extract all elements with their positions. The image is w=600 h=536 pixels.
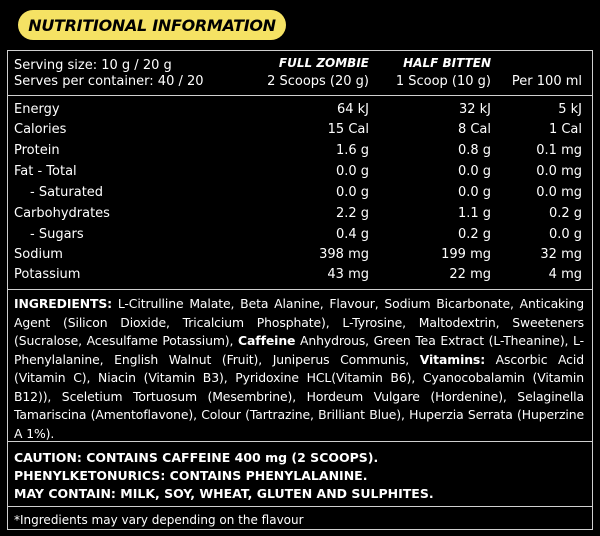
nutrient-value-full: 15 Cal bbox=[327, 122, 369, 137]
nutrient-value-full: 43 mg bbox=[327, 267, 369, 282]
nutrient-value-half: 199 mg bbox=[441, 247, 491, 262]
nutrient-label: Protein bbox=[14, 143, 60, 158]
nutrient-label: Carbohydrates bbox=[14, 206, 110, 221]
nutrient-row-protein bbox=[8, 142, 592, 160]
caution-caffeine: CAUTION: CONTAINS CAFFEINE 400 mg (2 SCOOPS). bbox=[14, 450, 379, 465]
nutrient-value-full: 0.0 g bbox=[335, 164, 369, 179]
nutrient-row-carbohydrates bbox=[8, 205, 592, 223]
nutrient-value-half: 0.0 g bbox=[457, 185, 491, 200]
nutrient-row-fat-total bbox=[8, 163, 592, 181]
nutrient-value-full: 64 kJ bbox=[336, 102, 369, 117]
allergen-warning: MAY CONTAIN: MILK, SOY, WHEAT, GLUTEN AND SULPHITES. bbox=[14, 486, 434, 501]
nutrient-value-half: 8 Cal bbox=[457, 122, 491, 137]
ingredients-heading: INGREDIENTS: bbox=[14, 296, 113, 311]
divider bbox=[8, 441, 592, 442]
nutrient-label: - Sugars bbox=[30, 227, 84, 242]
ingredients-part: Anhydrous, Green Tea Extract (L-Theanine), L-Phenylalanine, English Walnut (Fruit), Juniperus Communis, bbox=[14, 333, 584, 367]
nutrient-label: Potassium bbox=[14, 267, 81, 282]
nutrient-label: Fat - Total bbox=[14, 164, 77, 179]
nutrient-value-full: 2.2 g bbox=[335, 206, 369, 221]
column-full-zombie-title: FULL ZOMBIE bbox=[278, 56, 369, 70]
divider bbox=[8, 506, 592, 507]
nutrient-value-100ml: 4 mg bbox=[548, 267, 582, 282]
nutrient-value-100ml: 5 kJ bbox=[558, 102, 582, 117]
nutrient-value-100ml: 0.2 g bbox=[548, 206, 582, 221]
nutrient-value-100ml: 0.1 mg bbox=[536, 143, 582, 158]
section-title: NUTRITIONAL INFORMATION bbox=[18, 10, 286, 40]
nutrient-value-100ml: 0.0 mg bbox=[536, 164, 582, 179]
nutrient-label: - Saturated bbox=[30, 185, 104, 200]
nutrient-value-half: 1.1 g bbox=[457, 206, 491, 221]
phenylketonurics-warning: PHENYLKETONURICS: CONTAINS PHENYLALANINE. bbox=[14, 468, 368, 483]
nutrient-value-full: 0.0 g bbox=[335, 185, 369, 200]
nutrient-value-100ml: 0.0 mg bbox=[536, 185, 582, 200]
nutrient-value-100ml: 32 mg bbox=[540, 247, 582, 262]
caffeine-label: Caffeine bbox=[238, 333, 296, 348]
nutrient-value-half: 0.2 g bbox=[457, 227, 491, 242]
nutrient-row-saturated bbox=[8, 184, 592, 202]
nutrient-value-full: 1.6 g bbox=[335, 143, 369, 158]
nutrient-value-half: 0.0 g bbox=[457, 164, 491, 179]
ingredients-part: Ascorbic Acid (Vitamin C), Niacin (Vitamin B3), Pyridoxine HCL(Vitamin B6), Cyanocobalamin (Vitamin B12)), Sceletium Tortuosum (Mesembrine), Hordeum Vulgare (Hordenine), Selaginella Tamariscina (Amentoflavone), Colour (Tartrazine, Brilliant Blue), Huperzia Serrata (Huperzine A 1%). bbox=[14, 351, 584, 441]
nutrient-value-half: 0.8 g bbox=[457, 143, 491, 158]
nutrient-row-potassium bbox=[8, 266, 592, 284]
nutrient-row-sugars bbox=[8, 226, 592, 244]
nutrient-label: Calories bbox=[14, 122, 67, 137]
vitamins-label: Vitamins: bbox=[419, 351, 486, 367]
nutrient-value-100ml: 1 Cal bbox=[548, 122, 582, 137]
nutrient-value-full: 398 mg bbox=[319, 247, 369, 262]
divider bbox=[8, 95, 592, 96]
column-per-100ml-unit: Per 100 ml bbox=[511, 74, 582, 89]
nutrient-value-half: 32 kJ bbox=[458, 102, 491, 117]
nutrient-value-100ml: 0.0 g bbox=[548, 227, 582, 242]
nutrition-panel bbox=[7, 50, 593, 530]
servings-per-container: Serves per container: 40 / 20 bbox=[14, 74, 204, 89]
ingredients-part: L-Citrulline Malate, Beta Alanine, Flavour, Sodium Bicarbonate, Anticaking Agent (Silicon Dioxide, Tricalcium Phosphate), L-Tyrosine, Maltodextrin, Sweeteners (Sucralose, Acesulfame Potassium), bbox=[14, 296, 584, 348]
column-half-bitten-title: HALF BITTEN bbox=[403, 56, 491, 70]
ingredients-text bbox=[14, 295, 584, 443]
nutrient-label: Sodium bbox=[14, 247, 63, 262]
nutrient-row-sodium bbox=[8, 246, 592, 264]
column-units-row bbox=[8, 73, 592, 91]
column-half-bitten-unit: 1 Scoop (10 g) bbox=[395, 74, 491, 89]
nutrient-row-energy bbox=[8, 101, 592, 119]
nutrient-value-full: 0.4 g bbox=[335, 227, 369, 242]
serving-size: Serving size: 10 g / 20 g bbox=[14, 58, 172, 73]
column-full-zombie-unit: 2 Scoops (20 g) bbox=[267, 74, 369, 89]
nutrient-value-half: 22 mg bbox=[449, 267, 491, 282]
divider bbox=[8, 289, 592, 290]
footnote: *Ingredients may vary depending on the flavour bbox=[14, 513, 304, 527]
nutrient-label: Energy bbox=[14, 102, 60, 117]
nutrient-row-calories bbox=[8, 121, 592, 139]
